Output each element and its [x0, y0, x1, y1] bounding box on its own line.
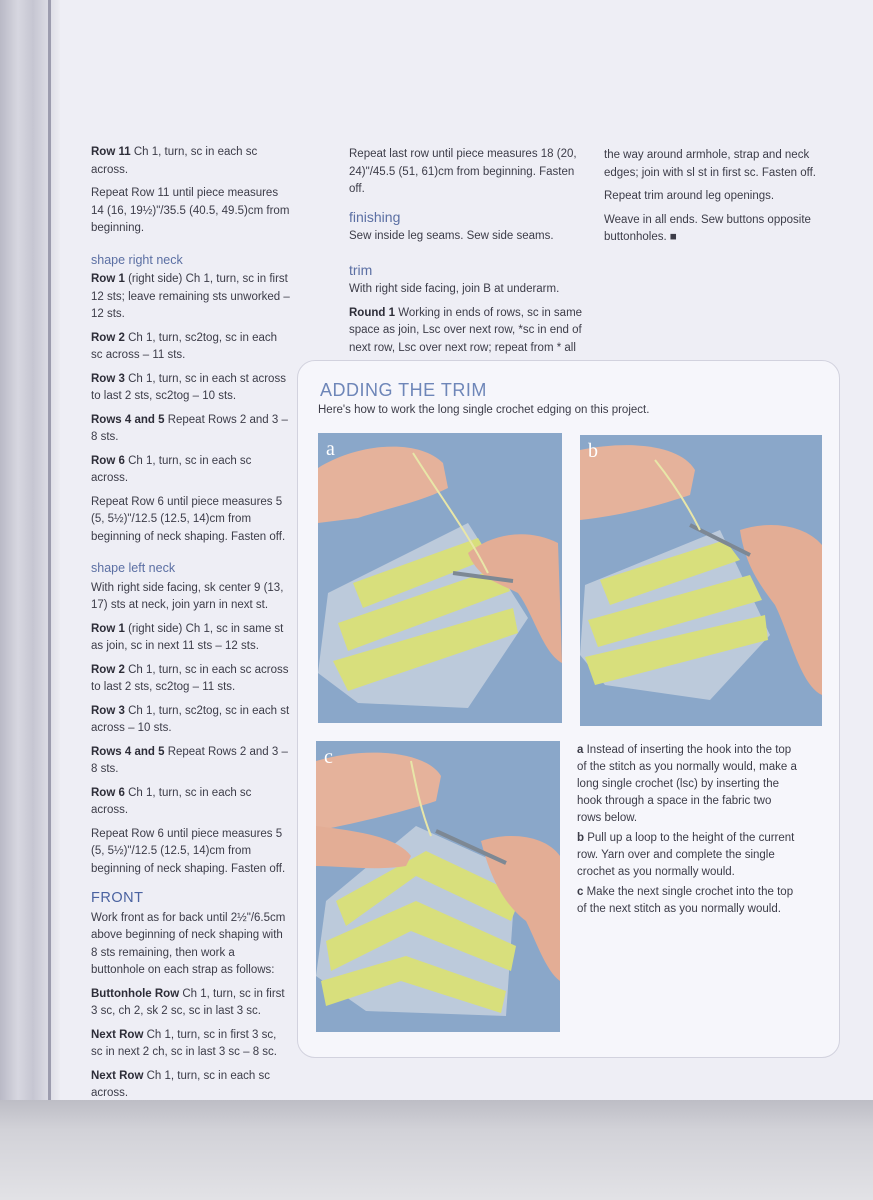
row-11: Row 11 Ch 1, turn, sc in each sc across. — [91, 146, 258, 176]
photo-label-b: b — [588, 440, 598, 462]
repeat-row-11: Repeat Row 11 until piece measures 14 (16, 19½)"/35.5 (40.5, 49.5)cm from beginning. — [91, 187, 290, 234]
round-1: Round 1 Working in ends of rows, sc in same space as join, Lsc over next row, *sc in end of next row, Lsc over next row; repeat from * all — [349, 306, 583, 354]
next-row-1: Next Row Ch 1, turn, sc in first 3 sc, sc in next 2 ch, sc in last 3 sc – 8 sc. — [91, 1028, 277, 1058]
caption-c: c Make the next single crochet into the top of the next stitch as you normally would. — [577, 886, 794, 915]
trim-continued: the way around armhole, strap and neck edges; join with sl st in first sc. Fasten off. — [604, 149, 816, 179]
repeat-trim: Repeat trim around leg openings. — [604, 190, 775, 202]
column-middle — [349, 146, 589, 363]
panel-subtitle: Here's how to work the long single crochet edging on this project. — [318, 404, 650, 416]
left-row-2: Row 2 Ch 1, turn, sc in each sc across to last 2 sts, sc2tog – 11 sts. — [91, 663, 289, 693]
crochet-photo-a — [318, 433, 562, 723]
photo-captions — [577, 742, 797, 921]
photo-label-c: c — [324, 746, 333, 768]
finishing-text: Sew inside leg seams. Sew side seams. — [349, 230, 554, 242]
right-row-6: Row 6 Ch 1, turn, sc in each sc across. — [91, 454, 252, 484]
left-row-3: Row 3 Ch 1, turn, sc2tog, sc in each st across – 10 sts. — [91, 704, 290, 734]
left-row-1: Row 1 (right side) Ch 1, sc in same st as join, sc in next 11 sts – 12 sts. — [91, 622, 284, 652]
buttonhole-row: Buttonhole Row Ch 1, turn, sc in first 3 sc, ch 2, sk 2 sc, sc in last 3 sc. — [91, 987, 285, 1017]
right-repeat-row-6: Repeat Row 6 until piece measures 5 (5, 5½)"/12.5 (12.5, 14)cm from beginning of neck shaping. Fasten off. — [91, 495, 286, 543]
left-repeat-row-6: Repeat Row 6 until piece measures 5 (5, 5½)"/12.5 (12.5, 14)cm from beginning of neck shaping. Fasten off. — [91, 827, 286, 875]
left-rows-4-5: Rows 4 and 5 Repeat Rows 2 and 3 – 8 sts. — [91, 745, 288, 775]
heading-finishing: finishing — [349, 208, 401, 225]
trim-text: With right side facing, join B at underarm. — [349, 283, 560, 295]
heading-front: FRONT — [91, 890, 144, 906]
crochet-photo-c — [316, 741, 560, 1032]
column-right — [604, 147, 844, 253]
heading-shape-left-neck: shape left neck — [91, 561, 176, 575]
right-row-1: Row 1 (right side) Ch 1, turn, sc in first 12 sts; leave remaining sts unworked – 12 sts. — [91, 273, 290, 320]
page-bottom-edge — [0, 1100, 873, 1200]
caption-b: b Pull up a loop to the height of the current row. Yarn over and complete the single crochet as you normally would. — [577, 832, 795, 878]
left-row-6: Row 6 Ch 1, turn, sc in each sc across. — [91, 786, 252, 816]
binding-line — [48, 0, 51, 1100]
photo-a — [318, 433, 562, 723]
right-rows-4-5: Rows 4 and 5 Repeat Rows 2 and 3 – 8 sts. — [91, 413, 288, 443]
left-neck-intro: With right side facing, sk center 9 (13, 17) sts at neck, join yarn in next st. — [91, 581, 284, 611]
weave-in-ends: Weave in all ends. Sew buttons opposite buttonholes. ■ — [604, 213, 811, 243]
heading-shape-right-neck: shape right neck — [91, 252, 183, 267]
repeat-last-row: Repeat last row until piece measures 18 (20, 24)"/45.5 (51, 61)cm from beginning. Fasten off. — [349, 148, 577, 195]
photo-label-a: a — [326, 438, 335, 460]
crochet-photo-b — [580, 435, 822, 726]
photo-b — [580, 435, 822, 726]
photo-c — [316, 741, 560, 1032]
next-row-2: Next Row Ch 1, turn, sc in each sc across. — [91, 1069, 270, 1099]
right-row-3: Row 3 Ch 1, turn, sc in each st across to last 2 sts, sc2tog – 10 sts. — [91, 372, 286, 402]
binding-spine — [0, 0, 60, 1100]
caption-a: a Instead of inserting the hook into the top of the stitch as you normally would, make a long single crochet (lsc) by inserting the hook through a space in the fabric two rows below. — [577, 744, 797, 824]
front-intro: Work front as for back until 2½"/6.5cm above beginning of neck shaping with 8 sts remaining, then work a buttonhole on each strap as follows: — [91, 911, 286, 976]
right-row-2: Row 2 Ch 1, turn, sc2tog, sc in each sc across – 11 sts. — [91, 331, 278, 361]
heading-trim: trim — [349, 261, 373, 278]
column-left — [91, 144, 291, 1109]
panel-title: ADDING THE TRIM — [320, 380, 487, 400]
